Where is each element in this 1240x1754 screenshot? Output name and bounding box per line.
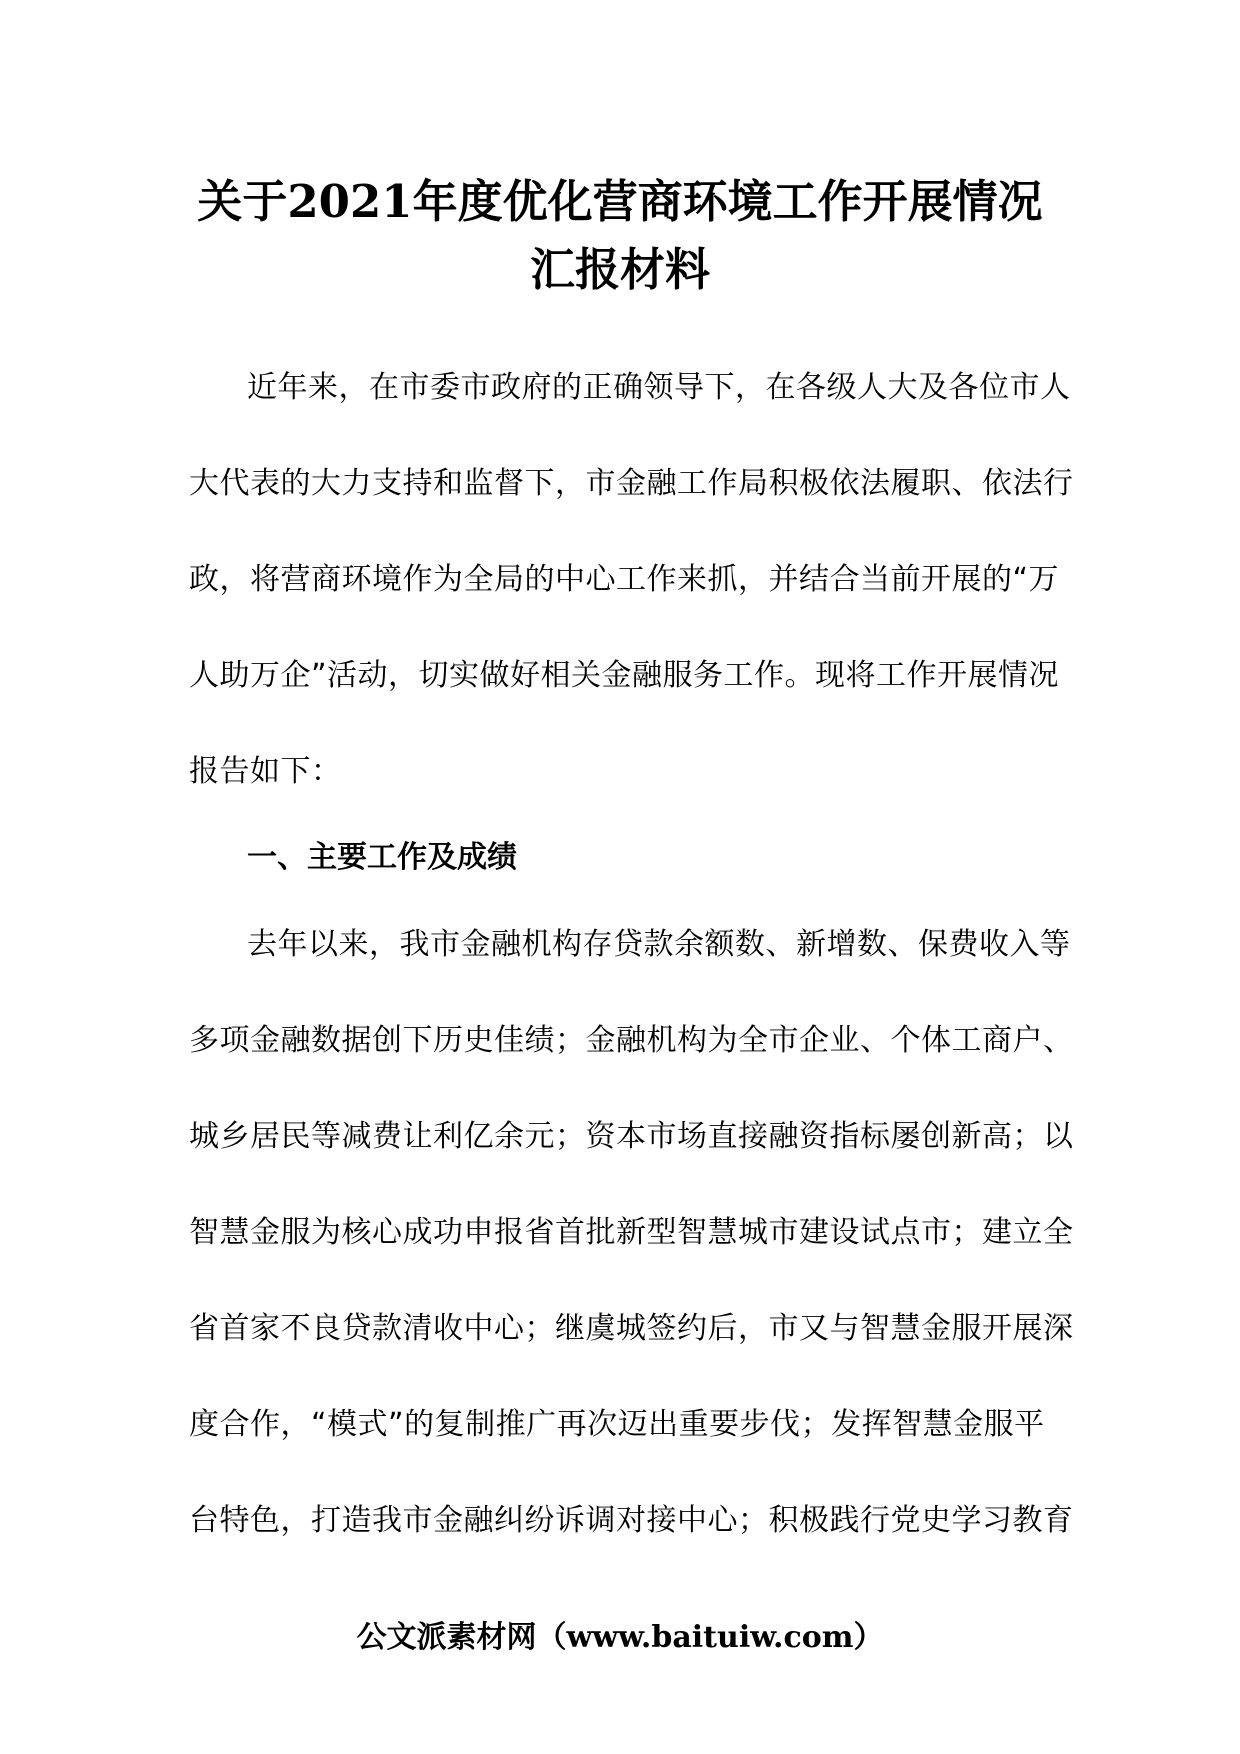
body-line: 多项金融数据创下历史佳绩；金融机构为全市企业、个体工商户、	[189, 1023, 1074, 1058]
intro-line: 政，将营商环境作为全局的中心工作来抓，并结合当前开展的“万	[189, 562, 1060, 597]
section-heading: 一、主要工作及成绩	[247, 840, 517, 875]
intro-line: 大代表的大力支持和监督下，市金融工作局积极依法履职、依法行	[189, 466, 1074, 501]
footer-watermark: 公文派素材网（www.baituiw.com）	[356, 1620, 884, 1655]
intro-line: 人助万企”活动，切实做好相关金融服务工作。现将工作开展情况	[189, 658, 1060, 693]
intro-line: 近年来，在市委市政府的正确领导下，在各级人大及各位市人	[247, 370, 1071, 405]
body-line: 城乡居民等减费让利亿余元；资本市场直接融资指标屡创新高；以	[189, 1119, 1074, 1154]
body-line: 度合作，“模式”的复制推广再次迈出重要步伐；发挥智慧金服平	[189, 1407, 1045, 1442]
body-line: 去年以来，我市金融机构存贷款余额数、新增数、保费收入等	[247, 927, 1071, 962]
intro-line: 报告如下：	[189, 754, 342, 789]
body-line: 台特色，打造我市金融纠纷诉调对接中心；积极践行党史学习教育	[189, 1503, 1074, 1538]
title-line-2: 汇报材料	[529, 243, 710, 296]
body-line: 智慧金服为核心成功申报省首批新型智慧城市建设试点市；建立全	[189, 1215, 1074, 1250]
title-line-1: 关于2021年度优化营商环境工作开展情况	[197, 175, 1043, 228]
body-line: 省首家不良贷款清收中心；继虞城签约后，市又与智慧金服开展深	[189, 1311, 1074, 1346]
